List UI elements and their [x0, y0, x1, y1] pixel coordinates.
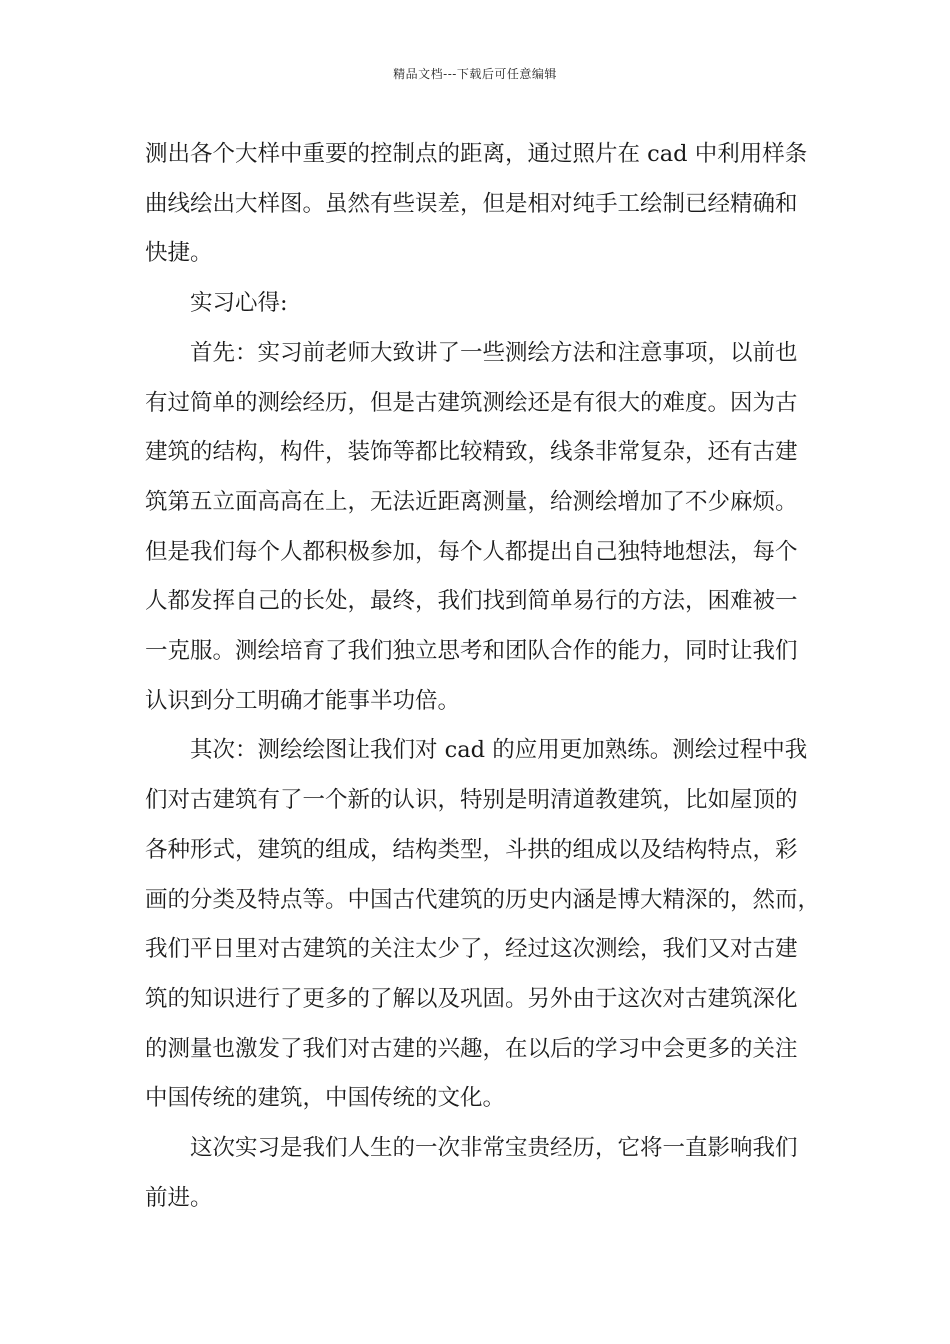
text-line: 这次实习是我们人生的一次非常宝贵经历，它将一直影响我们: [190, 1135, 798, 1162]
text-line: 一克服。测绘培育了我们独立思考和团队合作的能力，同时让我们: [145, 638, 798, 665]
text-line: 我们平日里对古建筑的关注太少了，经过这次测绘，我们又对古建: [145, 936, 798, 963]
text-line: 筑第五立面高高在上，无法近距离测量，给测绘增加了不少麻烦。: [145, 488, 798, 515]
body-text: [145, 130, 821, 1223]
text-line: 们对古建筑有了一个新的认识，特别是明清道教建筑，比如屋顶的: [145, 787, 798, 814]
text-line: 筑的知识进行了更多的了解以及巩固。另外由于这次对古建筑深化: [145, 985, 798, 1012]
paragraph-first: [145, 329, 810, 727]
text-line: 前进。: [145, 1184, 213, 1211]
paragraph-method-continued: [145, 130, 810, 279]
text-line: 认识到分工明确才能事半功倍。: [145, 687, 461, 714]
text-line: 画的分类及特点等。中国古代建筑的历史内涵是博大精深的，然而，: [145, 886, 821, 913]
paragraph-second: [145, 726, 821, 1124]
text-line: 其次：测绘绘图让我们对 cad 的应用更加熟练。测绘过程中我: [190, 737, 808, 764]
text-line: 快捷。: [145, 240, 213, 267]
section-heading-reflections: [145, 279, 810, 329]
text-line: 首先：实习前老师大致讲了一些测绘方法和注意事项，以前也: [190, 339, 798, 366]
text-line: 的测量也激发了我们对古建的兴趣，在以后的学习中会更多的关注: [145, 1035, 798, 1062]
heading-text: 实习心得:: [190, 290, 288, 317]
paragraph-conclusion: [145, 1124, 810, 1223]
text-line: 各种形式，建筑的组成，结构类型，斗拱的组成以及结构特点，彩: [145, 836, 798, 863]
text-line: 但是我们每个人都积极参加，每个人都提出自己独特地想法，每个: [145, 538, 798, 565]
page-header: 精品文档---下载后可任意编辑: [393, 67, 557, 81]
text-line: 中国传统的建筑，中国传统的文化。: [145, 1085, 506, 1112]
text-line: 有过简单的测绘经历，但是古建筑测绘还是有很大的难度。因为古: [145, 389, 798, 416]
text-line: 人都发挥自己的长处，最终，我们找到简单易行的方法，困难被一: [145, 588, 798, 615]
text-line: 测出各个大样中重要的控制点的距离，通过照片在 cad 中利用样条: [145, 141, 808, 167]
text-line: 曲线绘出大样图。虽然有些误差，但是相对纯手工绘制已经精确和: [145, 190, 798, 217]
text-line: 建筑的结构，构件，装饰等都比较精致，线条非常复杂，还有古建: [145, 439, 798, 466]
